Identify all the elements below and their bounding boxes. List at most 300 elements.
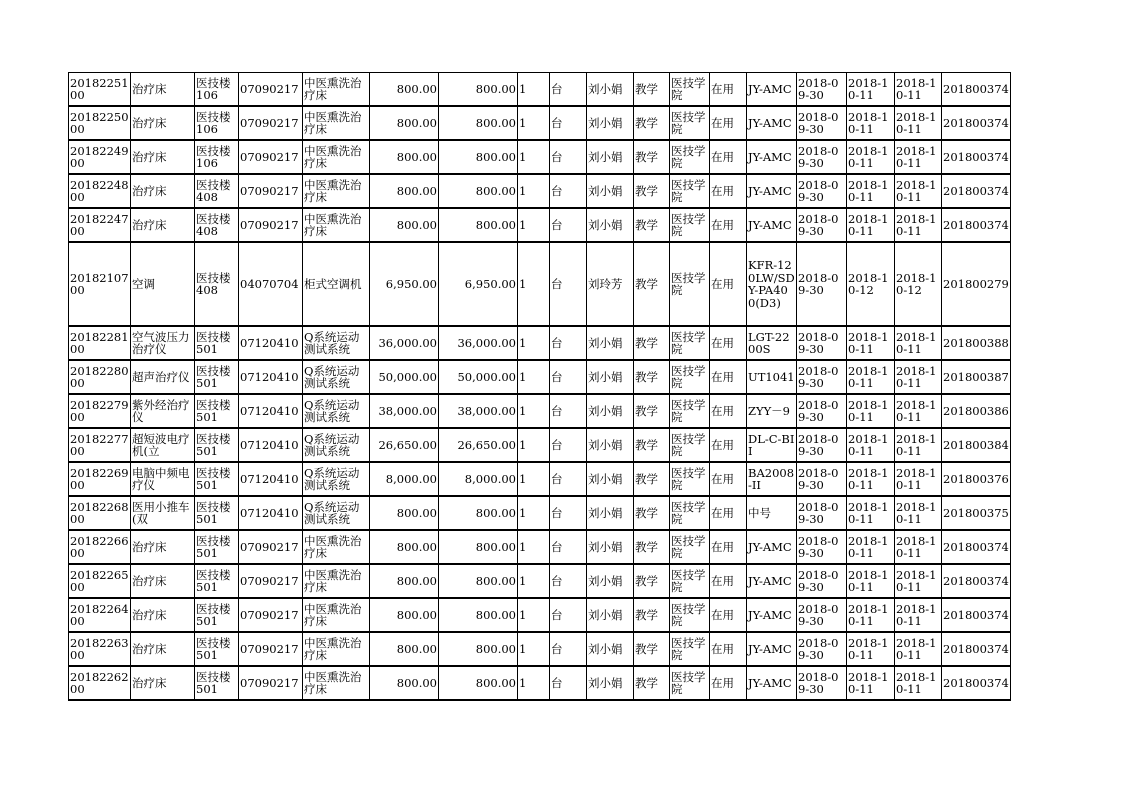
model-cell: BA2008-II [747, 462, 797, 496]
asset-id-cell: 2018225000 [69, 106, 131, 140]
department-cell: 医技学院 [670, 564, 710, 598]
asset-id-cell: 2018227900 [69, 394, 131, 428]
quantity-cell: 1 [518, 496, 550, 530]
model-cell: KFR-120LW/SDY-PA400(D3) [747, 242, 797, 326]
usage-cell: 教学 [634, 666, 670, 700]
quantity-cell: 1 [518, 208, 550, 242]
purchase-date-cell: 2018-09-30 [797, 428, 847, 462]
usage-cell: 教学 [634, 598, 670, 632]
purchase-date-cell: 2018-09-30 [797, 632, 847, 666]
custodian-cell: 刘小娟 [587, 360, 634, 394]
quantity-cell: 1 [518, 530, 550, 564]
unit-price-cell: 36,000.00 [370, 326, 439, 360]
unit-price-cell: 800.00 [370, 208, 439, 242]
unit-cell: 台 [550, 242, 587, 326]
acceptance-date-cell: 2018-10-11 [847, 326, 895, 360]
custodian-cell: 刘玲芳 [587, 242, 634, 326]
status-cell: 在用 [710, 140, 747, 174]
entry-date-cell: 2018-10-12 [895, 242, 942, 326]
category-name-cell: 中医熏洗治疗床 [303, 564, 370, 598]
status-cell: 在用 [710, 598, 747, 632]
usage-cell: 教学 [634, 208, 670, 242]
asset-name-cell: 治疗床 [131, 208, 195, 242]
asset-name-cell: 超短波电疗机(立 [131, 428, 195, 462]
unit-price-cell: 800.00 [370, 106, 439, 140]
usage-cell: 教学 [634, 428, 670, 462]
voucher-cell: 201800375 [942, 496, 1011, 530]
unit-price-cell: 800.00 [370, 530, 439, 564]
entry-date-cell: 2018-10-11 [895, 140, 942, 174]
entry-date-cell: 2018-10-11 [895, 428, 942, 462]
usage-cell: 教学 [634, 462, 670, 496]
unit-price-cell: 800.00 [370, 632, 439, 666]
unit-price-cell: 800.00 [370, 140, 439, 174]
category-code-cell: 07120410 [239, 496, 303, 530]
table-row [69, 564, 1011, 598]
location-cell: 医技楼501 [195, 360, 239, 394]
voucher-cell: 201800374 [942, 174, 1011, 208]
quantity-cell: 1 [518, 242, 550, 326]
model-cell: UT1041 [747, 360, 797, 394]
voucher-cell: 201800374 [942, 140, 1011, 174]
voucher-cell: 201800388 [942, 326, 1011, 360]
voucher-cell: 201800374 [942, 564, 1011, 598]
purchase-date-cell: 2018-09-30 [797, 394, 847, 428]
amount-cell: 800.00 [439, 140, 518, 174]
quantity-cell: 1 [518, 632, 550, 666]
voucher-cell: 201800374 [942, 632, 1011, 666]
unit-price-cell: 50,000.00 [370, 360, 439, 394]
table-row [69, 73, 1011, 107]
category-code-cell: 07090217 [239, 140, 303, 174]
model-cell: JY-AMC [747, 632, 797, 666]
category-name-cell: Q系统运动测试系统 [303, 394, 370, 428]
unit-cell: 台 [550, 106, 587, 140]
table-row [69, 208, 1011, 242]
asset-name-cell: 医用小推车(双 [131, 496, 195, 530]
category-code-cell: 07090217 [239, 632, 303, 666]
status-cell: 在用 [710, 174, 747, 208]
status-cell: 在用 [710, 530, 747, 564]
amount-cell: 8,000.00 [439, 462, 518, 496]
table-row [69, 598, 1011, 632]
category-code-cell: 07120410 [239, 360, 303, 394]
entry-date-cell: 2018-10-11 [895, 598, 942, 632]
usage-cell: 教学 [634, 174, 670, 208]
model-cell: JY-AMC [747, 174, 797, 208]
unit-cell: 台 [550, 428, 587, 462]
model-cell: JY-AMC [747, 530, 797, 564]
model-cell: JY-AMC [747, 106, 797, 140]
custodian-cell: 刘小娟 [587, 666, 634, 700]
status-cell: 在用 [710, 106, 747, 140]
department-cell: 医技学院 [670, 106, 710, 140]
acceptance-date-cell: 2018-10-11 [847, 174, 895, 208]
custodian-cell: 刘小娟 [587, 564, 634, 598]
status-cell: 在用 [710, 242, 747, 326]
entry-date-cell: 2018-10-11 [895, 632, 942, 666]
amount-cell: 26,650.00 [439, 428, 518, 462]
asset-id-cell: 2018226300 [69, 632, 131, 666]
category-name-cell: 中医熏洗治疗床 [303, 598, 370, 632]
category-code-cell: 07090217 [239, 174, 303, 208]
department-cell: 医技学院 [670, 360, 710, 394]
custodian-cell: 刘小娟 [587, 462, 634, 496]
amount-cell: 800.00 [439, 73, 518, 107]
department-cell: 医技学院 [670, 394, 710, 428]
custodian-cell: 刘小娟 [587, 174, 634, 208]
category-name-cell: 中医熏洗治疗床 [303, 174, 370, 208]
custodian-cell: 刘小娟 [587, 326, 634, 360]
location-cell: 医技楼501 [195, 632, 239, 666]
quantity-cell: 1 [518, 598, 550, 632]
purchase-date-cell: 2018-09-30 [797, 174, 847, 208]
custodian-cell: 刘小娟 [587, 73, 634, 107]
status-cell: 在用 [710, 326, 747, 360]
amount-cell: 800.00 [439, 174, 518, 208]
amount-cell: 800.00 [439, 530, 518, 564]
amount-cell: 6,950.00 [439, 242, 518, 326]
entry-date-cell: 2018-10-11 [895, 106, 942, 140]
quantity-cell: 1 [518, 394, 550, 428]
unit-cell: 台 [550, 394, 587, 428]
unit-cell: 台 [550, 174, 587, 208]
status-cell: 在用 [710, 73, 747, 107]
model-cell: DL-C-BII [747, 428, 797, 462]
amount-cell: 38,000.00 [439, 394, 518, 428]
unit-cell: 台 [550, 496, 587, 530]
acceptance-date-cell: 2018-10-11 [847, 140, 895, 174]
asset-name-cell: 治疗床 [131, 106, 195, 140]
custodian-cell: 刘小娟 [587, 394, 634, 428]
custodian-cell: 刘小娟 [587, 598, 634, 632]
department-cell: 医技学院 [670, 496, 710, 530]
voucher-cell: 201800374 [942, 73, 1011, 107]
location-cell: 医技楼106 [195, 73, 239, 107]
department-cell: 医技学院 [670, 140, 710, 174]
department-cell: 医技学院 [670, 174, 710, 208]
asset-name-cell: 治疗床 [131, 632, 195, 666]
table-row [69, 174, 1011, 208]
status-cell: 在用 [710, 496, 747, 530]
unit-cell: 台 [550, 632, 587, 666]
category-name-cell: 中医熏洗治疗床 [303, 632, 370, 666]
asset-name-cell: 紫外经治疗仪 [131, 394, 195, 428]
location-cell: 医技楼501 [195, 496, 239, 530]
department-cell: 医技学院 [670, 462, 710, 496]
purchase-date-cell: 2018-09-30 [797, 106, 847, 140]
location-cell: 医技楼501 [195, 530, 239, 564]
voucher-cell: 201800386 [942, 394, 1011, 428]
unit-price-cell: 800.00 [370, 564, 439, 598]
acceptance-date-cell: 2018-10-11 [847, 496, 895, 530]
custodian-cell: 刘小娟 [587, 140, 634, 174]
unit-price-cell: 8,000.00 [370, 462, 439, 496]
entry-date-cell: 2018-10-11 [895, 394, 942, 428]
unit-price-cell: 26,650.00 [370, 428, 439, 462]
unit-cell: 台 [550, 666, 587, 700]
location-cell: 医技楼408 [195, 174, 239, 208]
quantity-cell: 1 [518, 73, 550, 107]
acceptance-date-cell: 2018-10-12 [847, 242, 895, 326]
unit-cell: 台 [550, 564, 587, 598]
usage-cell: 教学 [634, 242, 670, 326]
purchase-date-cell: 2018-09-30 [797, 462, 847, 496]
custodian-cell: 刘小娟 [587, 496, 634, 530]
table-row [69, 632, 1011, 666]
asset-id-cell: 2018225100 [69, 73, 131, 107]
asset-table [68, 72, 1011, 701]
voucher-cell: 201800376 [942, 462, 1011, 496]
asset-id-cell: 2018224800 [69, 174, 131, 208]
acceptance-date-cell: 2018-10-11 [847, 598, 895, 632]
category-name-cell: 中医熏洗治疗床 [303, 530, 370, 564]
quantity-cell: 1 [518, 174, 550, 208]
asset-name-cell: 治疗床 [131, 174, 195, 208]
status-cell: 在用 [710, 632, 747, 666]
unit-cell: 台 [550, 326, 587, 360]
table-row [69, 428, 1011, 462]
unit-price-cell: 800.00 [370, 73, 439, 107]
voucher-cell: 201800374 [942, 106, 1011, 140]
location-cell: 医技楼501 [195, 394, 239, 428]
asset-id-cell: 2018227700 [69, 428, 131, 462]
unit-price-cell: 800.00 [370, 174, 439, 208]
entry-date-cell: 2018-10-11 [895, 530, 942, 564]
department-cell: 医技学院 [670, 326, 710, 360]
voucher-cell: 201800374 [942, 666, 1011, 700]
entry-date-cell: 2018-10-11 [895, 666, 942, 700]
purchase-date-cell: 2018-09-30 [797, 73, 847, 107]
voucher-cell: 201800384 [942, 428, 1011, 462]
table-row [69, 496, 1011, 530]
department-cell: 医技学院 [670, 632, 710, 666]
department-cell: 医技学院 [670, 666, 710, 700]
department-cell: 医技学院 [670, 208, 710, 242]
acceptance-date-cell: 2018-10-11 [847, 564, 895, 598]
amount-cell: 800.00 [439, 666, 518, 700]
unit-price-cell: 38,000.00 [370, 394, 439, 428]
acceptance-date-cell: 2018-10-11 [847, 73, 895, 107]
category-code-cell: 07120410 [239, 394, 303, 428]
custodian-cell: 刘小娟 [587, 428, 634, 462]
custodian-cell: 刘小娟 [587, 106, 634, 140]
voucher-cell: 201800374 [942, 598, 1011, 632]
purchase-date-cell: 2018-09-30 [797, 242, 847, 326]
asset-name-cell: 电脑中频电疗仪 [131, 462, 195, 496]
amount-cell: 36,000.00 [439, 326, 518, 360]
quantity-cell: 1 [518, 428, 550, 462]
location-cell: 医技楼501 [195, 462, 239, 496]
location-cell: 医技楼408 [195, 242, 239, 326]
entry-date-cell: 2018-10-11 [895, 564, 942, 598]
quantity-cell: 1 [518, 326, 550, 360]
category-code-cell: 07090217 [239, 208, 303, 242]
category-name-cell: 中医熏洗治疗床 [303, 106, 370, 140]
status-cell: 在用 [710, 564, 747, 598]
acceptance-date-cell: 2018-10-11 [847, 360, 895, 394]
asset-id-cell: 2018228000 [69, 360, 131, 394]
status-cell: 在用 [710, 394, 747, 428]
asset-name-cell: 超声治疗仪 [131, 360, 195, 394]
model-cell: JY-AMC [747, 140, 797, 174]
asset-name-cell: 空调 [131, 242, 195, 326]
asset-id-cell: 2018226600 [69, 530, 131, 564]
category-code-cell: 07090217 [239, 666, 303, 700]
asset-id-cell: 2018226800 [69, 496, 131, 530]
asset-id-cell: 2018228100 [69, 326, 131, 360]
usage-cell: 教学 [634, 394, 670, 428]
quantity-cell: 1 [518, 106, 550, 140]
model-cell: LGT-2200S [747, 326, 797, 360]
asset-id-cell: 2018210700 [69, 242, 131, 326]
asset-id-cell: 2018224900 [69, 140, 131, 174]
purchase-date-cell: 2018-09-30 [797, 530, 847, 564]
category-code-cell: 07090217 [239, 106, 303, 140]
acceptance-date-cell: 2018-10-11 [847, 632, 895, 666]
category-name-cell: 中医熏洗治疗床 [303, 140, 370, 174]
entry-date-cell: 2018-10-11 [895, 73, 942, 107]
unit-price-cell: 6,950.00 [370, 242, 439, 326]
custodian-cell: 刘小娟 [587, 530, 634, 564]
category-code-cell: 07090217 [239, 598, 303, 632]
location-cell: 医技楼106 [195, 106, 239, 140]
asset-id-cell: 2018226500 [69, 564, 131, 598]
category-name-cell: Q系统运动测试系统 [303, 496, 370, 530]
department-cell: 医技学院 [670, 428, 710, 462]
category-code-cell: 07120410 [239, 428, 303, 462]
unit-cell: 台 [550, 462, 587, 496]
table-row [69, 530, 1011, 564]
usage-cell: 教学 [634, 530, 670, 564]
category-name-cell: Q系统运动测试系统 [303, 428, 370, 462]
amount-cell: 800.00 [439, 632, 518, 666]
unit-cell: 台 [550, 360, 587, 394]
entry-date-cell: 2018-10-11 [895, 462, 942, 496]
asset-name-cell: 治疗床 [131, 598, 195, 632]
asset-name-cell: 治疗床 [131, 140, 195, 174]
table-row [69, 242, 1011, 326]
table-row [69, 394, 1011, 428]
usage-cell: 教学 [634, 106, 670, 140]
unit-cell: 台 [550, 140, 587, 174]
acceptance-date-cell: 2018-10-11 [847, 428, 895, 462]
acceptance-date-cell: 2018-10-11 [847, 530, 895, 564]
usage-cell: 教学 [634, 140, 670, 174]
model-cell: JY-AMC [747, 73, 797, 107]
location-cell: 医技楼501 [195, 666, 239, 700]
department-cell: 医技学院 [670, 242, 710, 326]
status-cell: 在用 [710, 462, 747, 496]
asset-name-cell: 治疗床 [131, 73, 195, 107]
status-cell: 在用 [710, 360, 747, 394]
model-cell: ZYY－9 [747, 394, 797, 428]
amount-cell: 800.00 [439, 106, 518, 140]
status-cell: 在用 [710, 208, 747, 242]
table-row [69, 106, 1011, 140]
unit-cell: 台 [550, 530, 587, 564]
acceptance-date-cell: 2018-10-11 [847, 106, 895, 140]
status-cell: 在用 [710, 428, 747, 462]
amount-cell: 800.00 [439, 496, 518, 530]
department-cell: 医技学院 [670, 598, 710, 632]
category-name-cell: Q系统运动测试系统 [303, 326, 370, 360]
asset-id-cell: 2018226900 [69, 462, 131, 496]
unit-price-cell: 800.00 [370, 598, 439, 632]
category-code-cell: 04070704 [239, 242, 303, 326]
acceptance-date-cell: 2018-10-11 [847, 208, 895, 242]
model-cell: JY-AMC [747, 666, 797, 700]
usage-cell: 教学 [634, 360, 670, 394]
model-cell: JY-AMC [747, 208, 797, 242]
unit-cell: 台 [550, 73, 587, 107]
unit-price-cell: 800.00 [370, 666, 439, 700]
table-row [69, 140, 1011, 174]
quantity-cell: 1 [518, 462, 550, 496]
model-cell: JY-AMC [747, 564, 797, 598]
location-cell: 医技楼106 [195, 140, 239, 174]
quantity-cell: 1 [518, 564, 550, 598]
location-cell: 医技楼501 [195, 564, 239, 598]
entry-date-cell: 2018-10-11 [895, 360, 942, 394]
location-cell: 医技楼501 [195, 598, 239, 632]
table-row [69, 462, 1011, 496]
quantity-cell: 1 [518, 360, 550, 394]
amount-cell: 800.00 [439, 564, 518, 598]
model-cell: JY-AMC [747, 598, 797, 632]
status-cell: 在用 [710, 666, 747, 700]
purchase-date-cell: 2018-09-30 [797, 564, 847, 598]
entry-date-cell: 2018-10-11 [895, 326, 942, 360]
category-name-cell: 中医熏洗治疗床 [303, 208, 370, 242]
unit-price-cell: 800.00 [370, 496, 439, 530]
purchase-date-cell: 2018-09-30 [797, 360, 847, 394]
amount-cell: 50,000.00 [439, 360, 518, 394]
asset-id-cell: 2018226400 [69, 598, 131, 632]
category-code-cell: 07120410 [239, 326, 303, 360]
model-cell: 中号 [747, 496, 797, 530]
custodian-cell: 刘小娟 [587, 208, 634, 242]
category-name-cell: 中医熏洗治疗床 [303, 666, 370, 700]
voucher-cell: 201800279 [942, 242, 1011, 326]
purchase-date-cell: 2018-09-30 [797, 598, 847, 632]
amount-cell: 800.00 [439, 208, 518, 242]
department-cell: 医技学院 [670, 73, 710, 107]
voucher-cell: 201800387 [942, 360, 1011, 394]
acceptance-date-cell: 2018-10-11 [847, 394, 895, 428]
voucher-cell: 201800374 [942, 208, 1011, 242]
purchase-date-cell: 2018-09-30 [797, 140, 847, 174]
asset-id-cell: 2018226200 [69, 666, 131, 700]
department-cell: 医技学院 [670, 530, 710, 564]
asset-name-cell: 治疗床 [131, 564, 195, 598]
category-name-cell: Q系统运动测试系统 [303, 360, 370, 394]
entry-date-cell: 2018-10-11 [895, 174, 942, 208]
category-name-cell: Q系统运动测试系统 [303, 462, 370, 496]
unit-cell: 台 [550, 598, 587, 632]
category-name-cell: 柜式空调机 [303, 242, 370, 326]
category-code-cell: 07090217 [239, 530, 303, 564]
category-code-cell: 07090217 [239, 73, 303, 107]
location-cell: 医技楼501 [195, 326, 239, 360]
asset-name-cell: 治疗床 [131, 666, 195, 700]
usage-cell: 教学 [634, 564, 670, 598]
category-name-cell: 中医熏洗治疗床 [303, 73, 370, 107]
usage-cell: 教学 [634, 73, 670, 107]
voucher-cell: 201800374 [942, 530, 1011, 564]
quantity-cell: 1 [518, 666, 550, 700]
acceptance-date-cell: 2018-10-11 [847, 462, 895, 496]
